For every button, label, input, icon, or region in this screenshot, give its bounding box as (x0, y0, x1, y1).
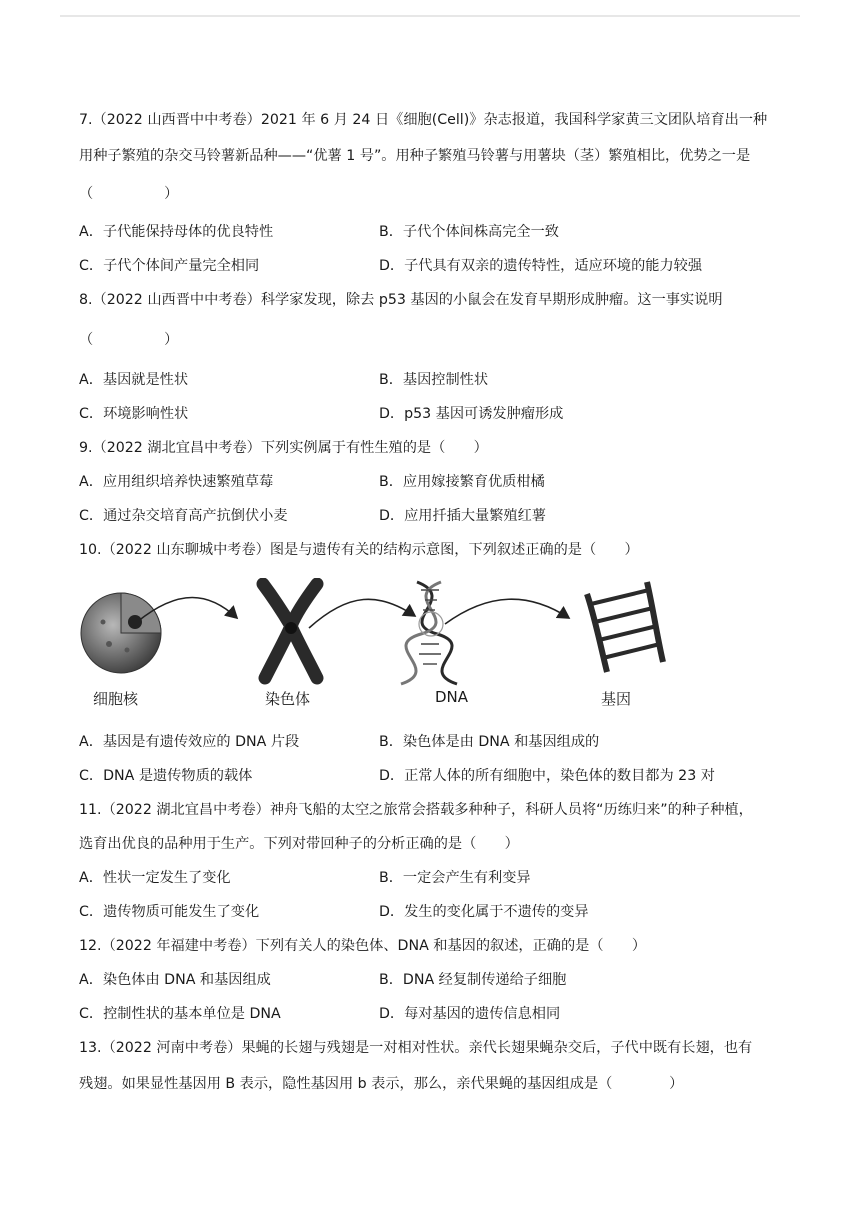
q7-option-c: C．子代个体间产量完全相同 (79, 258, 260, 274)
cell-nucleus-image (81, 593, 161, 673)
q11-option-c: C．遗传物质可能发生了变化 (79, 904, 260, 920)
q12-option-d: D．每对基因的遗传信息相同 (379, 1006, 561, 1022)
q8-answer-blank: （ ） (79, 332, 179, 348)
q12-stem-line1: 12.（2022 年福建中考卷）下列有关人的染色体、DNA 和基因的叙述，正确的是（ ） (79, 938, 647, 954)
q7-option-b: B．子代个体间株高完全一致 (379, 224, 559, 240)
q9-option-c: C．通过杂交培育高产抗倒伏小麦 (79, 508, 288, 524)
gene-image (587, 582, 663, 672)
chromosome-image (263, 584, 317, 678)
q7-answer-blank: （ ） (79, 186, 179, 202)
figure-label-chromosome: 染色体 (265, 690, 311, 708)
q12-option-c: C．控制性状的基本单位是 DNA (79, 1006, 281, 1022)
q10-option-c: C．DNA 是遗传物质的载体 (79, 768, 253, 784)
q10-stem-line1: 10.（2022 山东聊城中考卷）图是与遗传有关的结构示意图，下列叙述正确的是（ ） (79, 542, 639, 558)
q7-stem-line2: 用种子繁殖的杂交马铃薯新品种——“优薯 1 号”。用种子繁殖马铃薯与用薯块（茎）繁殖相比，优势之一是 (79, 148, 751, 164)
q8-option-c: C．环境影响性状 (79, 406, 189, 422)
q9-option-d: D．应用扦插大量繁殖红薯 (379, 508, 546, 524)
q11-stem-line2: 选育出优良的品种用于生产。下列对带回种子的分析正确的是（ ） (79, 836, 519, 852)
q12-option-b: B．DNA 经复制传递给子细胞 (379, 972, 567, 988)
q7-stem-line1: 7.（2022 山西晋中中考卷）2021 年 6 月 24 日《细胞(Cell)》杂志报道，我国科学家黄三文团队培育出一种 (79, 112, 768, 128)
heredity-structure-figure (79, 578, 699, 718)
figure-label-dna: DNA (435, 688, 469, 706)
q12-option-a: A．染色体由 DNA 和基因组成 (79, 972, 271, 988)
header-rule (60, 0, 800, 18)
figure-label-nucleus: 细胞核 (93, 690, 139, 708)
q9-option-a: A．应用组织培养快速繁殖草莓 (79, 474, 274, 490)
arrow-2 (309, 599, 415, 628)
arrow-3 (445, 599, 569, 624)
q11-option-a: A．性状一定发生了变化 (79, 870, 231, 886)
q7-option-d: D．子代具有双亲的遗传特性，适应环境的能力较强 (379, 258, 703, 274)
q11-option-d: D．发生的变化属于不遗传的变异 (379, 904, 589, 920)
q10-option-b: B．染色体是由 DNA 和基因组成的 (379, 734, 600, 750)
q8-option-d: D．p53 基因可诱发肿瘤形成 (379, 406, 564, 422)
q8-stem-line1: 8.（2022 山西晋中中考卷）科学家发现，除去 p53 基因的小鼠会在发育早期形成肿瘤。这一事实说明 (79, 292, 723, 308)
q13-stem-line1: 13.（2022 河南中考卷）果蝇的长翅与残翅是一对相对性状。亲代长翅果蝇杂交后，子代中既有长翅，也有 (79, 1040, 753, 1056)
q11-stem-line1: 11.（2022 湖北宜昌中考卷）神舟飞船的太空之旅常会搭载多种种子，科研人员将“历练归来”的种子种植， (79, 802, 753, 818)
figure-drawing (79, 578, 699, 688)
q10-option-d: D．正常人体的所有细胞中，染色体的数目都为 23 对 (379, 768, 715, 784)
dna-helix-image (401, 582, 457, 684)
q13-stem-line2: 残翅。如果显性基因用 B 表示，隐性基因用 b 表示，那么，亲代果蝇的基因组成是（ ） (79, 1076, 684, 1092)
q8-option-b: B．基因控制性状 (379, 372, 489, 388)
q8-option-a: A．基因就是性状 (79, 372, 189, 388)
q7-option-a: A．子代能保持母体的优良特性 (79, 224, 274, 240)
q9-option-b: B．应用嫁接繁育优质柑橘 (379, 474, 545, 490)
q9-stem-line1: 9.（2022 湖北宜昌中考卷）下列实例属于有性生殖的是（ ） (79, 440, 488, 456)
q10-option-a: A．基因是有遗传效应的 DNA 片段 (79, 734, 300, 750)
figure-label-gene: 基因 (601, 690, 632, 708)
q11-option-b: B．一定会产生有利变异 (379, 870, 531, 886)
